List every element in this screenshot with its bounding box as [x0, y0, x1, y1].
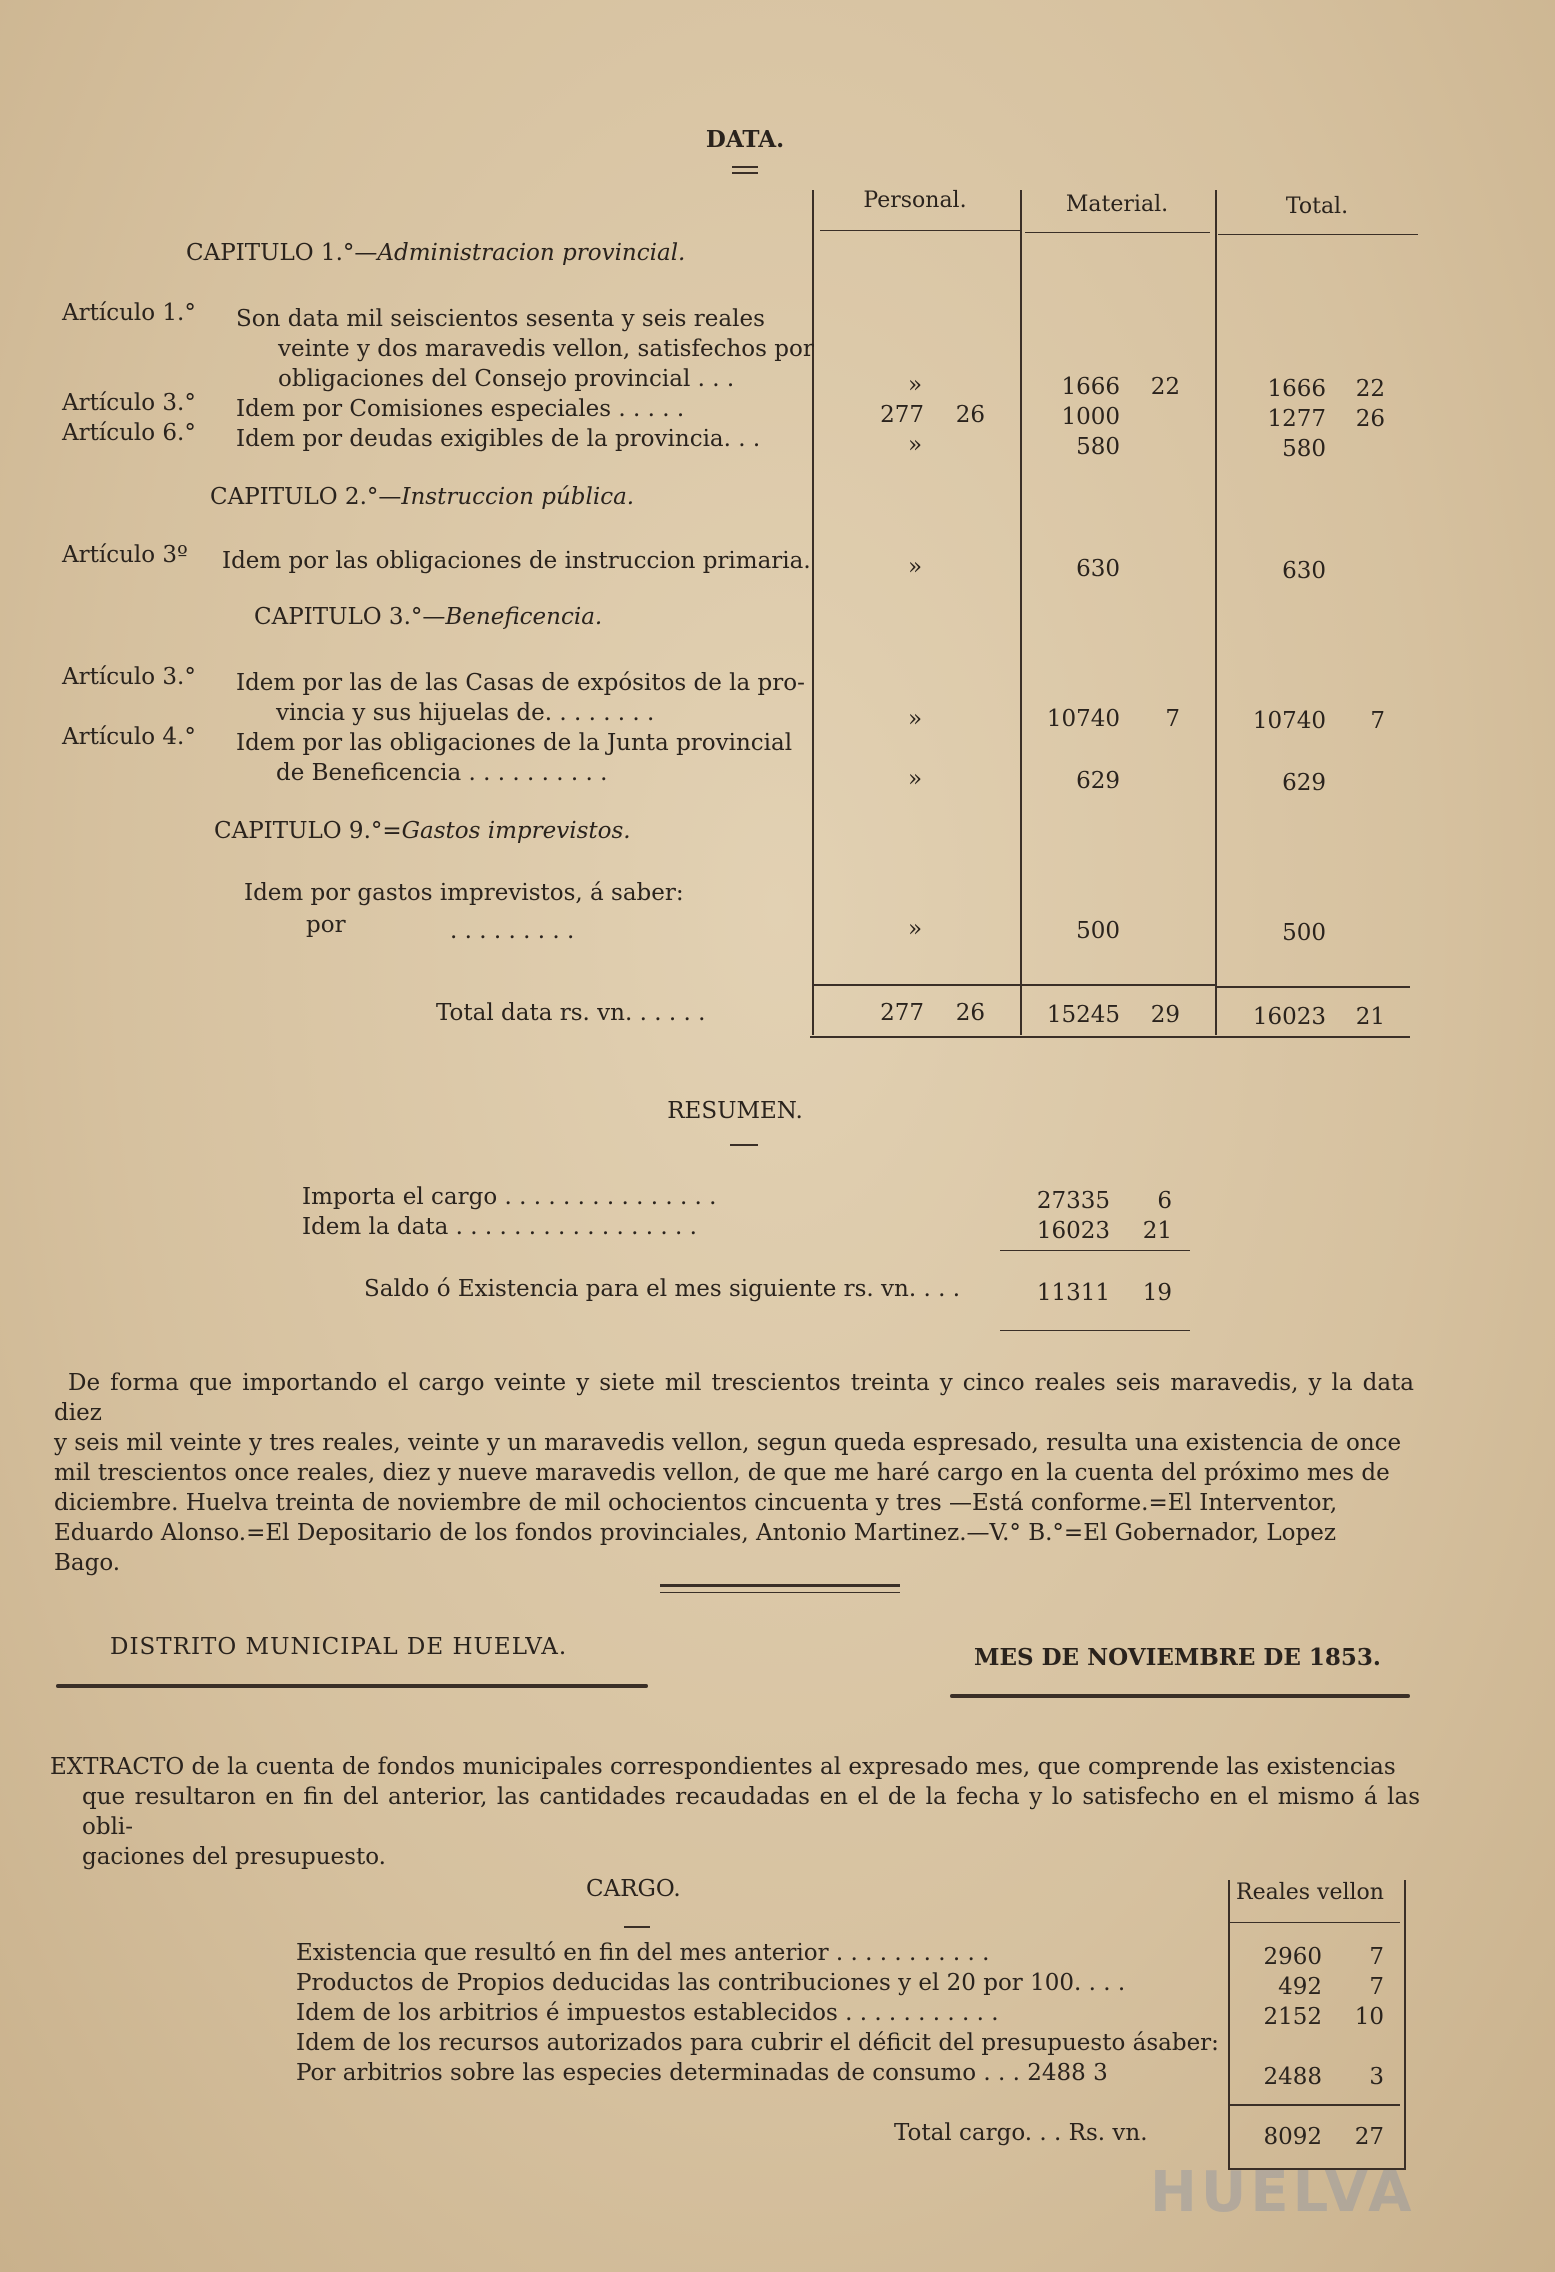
total-material-cents: 29 — [1150, 1002, 1180, 1028]
resumen-cargo-value: 27335 — [1036, 1188, 1110, 1214]
material-value: 500 — [1076, 918, 1120, 944]
material-value: 10740 — [1046, 706, 1120, 732]
cargo-row-cents: 7 — [1369, 1944, 1384, 1970]
personal-value: 277 — [880, 402, 924, 428]
title-rule — [732, 166, 758, 168]
article-text-line: Idem por las obligaciones de instruccion primaria. — [222, 548, 811, 574]
article-label: Artículo 4.° — [62, 724, 196, 750]
total-value: 580 — [1282, 436, 1326, 462]
resumen-sum-rule — [1000, 1250, 1190, 1251]
chapter-3-prefix: CAPITULO 3.°— — [254, 604, 446, 630]
article-label: Artículo 1.° — [62, 300, 196, 326]
material-value: 1666 — [1061, 374, 1120, 400]
total-value: 10740 — [1252, 708, 1326, 734]
header-personal: Personal. — [863, 188, 967, 213]
month-rule — [950, 1694, 1410, 1698]
extract-line: que resultaron en fin del anterior, las cantidades recaudadas en el de la fecha y lo satisfecho en el mismo á las obli- — [82, 1784, 1420, 1840]
total-value: 629 — [1282, 770, 1326, 796]
cargo-row-text: Por arbitrios sobre las especies determinadas de consumo . . . 2488 3 — [296, 2060, 1108, 2086]
article-text-line: veinte y dos maravedis vellon, satisfechos por — [278, 336, 814, 362]
chapter-1-heading — [186, 240, 685, 266]
archive-watermark: HUELVA — [1150, 2160, 1416, 2225]
extract-paragraph — [50, 1752, 1420, 1872]
bottom-rule — [810, 1036, 1410, 1038]
chapter-2-prefix: CAPITULO 2.°— — [210, 484, 402, 510]
resumen-data-value: 16023 — [1036, 1218, 1110, 1244]
chapter-1-prefix: CAPITULO 1.°— — [186, 240, 378, 266]
paragraph-line: y seis mil veinte y tres reales, veinte y un maravedis vellon, segun queda espresado, resulta una existencia de once — [54, 1430, 1402, 1456]
cargo-row-text: Idem de los arbitrios é impuestos establecidos . . . . . . . . . . . — [296, 2000, 999, 2026]
header-rule-material — [1025, 232, 1210, 233]
article-label: Artículo 3.° — [62, 390, 196, 416]
total-total: 16023 — [1252, 1004, 1326, 1030]
cargo-total-cents: 27 — [1354, 2124, 1384, 2150]
chapter-1-name: Administracion provincial. — [377, 240, 686, 266]
article-label: Artículo 3.° — [62, 664, 196, 690]
cargo-row-text: Existencia que resultó en fin del mes anterior . . . . . . . . . . . — [296, 1940, 990, 1966]
section-separator-thin — [660, 1592, 900, 1593]
total-data-label: Total data rs. vn. . . . . . — [436, 1000, 706, 1026]
article-text-line: Idem por las obligaciones de la Junta provincial — [236, 730, 793, 756]
personal-value: » — [907, 554, 923, 580]
chapter-2-name: Instruccion pública. — [401, 484, 635, 510]
cargo-total-rule — [1230, 2104, 1400, 2106]
leader-dots: . . . . . . . . . — [450, 918, 575, 944]
total-personal: 277 — [880, 1000, 924, 1026]
cargo-row-text: Productos de Propios deducidas las contribuciones y el 20 por 100. . . . — [296, 1970, 1126, 1996]
article-label: Artículo 3º — [62, 542, 188, 568]
chapter-3-name: Beneficencia. — [445, 604, 603, 630]
cargo-title-rule — [624, 1926, 650, 1928]
cargo-title: CARGO. — [586, 1876, 681, 1902]
total-value: 500 — [1282, 920, 1326, 946]
cargo-col-line-right — [1404, 1880, 1406, 2170]
paragraph-line: Eduardo Alonso.=El Depositario de los fondos provinciales, Antonio Martinez.—V.° B.°=El Gobernador, Lopez — [54, 1520, 1336, 1546]
header-material: Material. — [1065, 192, 1169, 217]
total-value: 1666 — [1267, 376, 1326, 402]
chapter-9-name: Gastos imprevistos. — [401, 818, 631, 844]
personal-value: » — [907, 916, 923, 942]
total-rule-material — [1020, 984, 1215, 986]
paragraph-line: De forma que importando el cargo veinte y siete mil trescientos treinta y cinco reales seis maravedis, y la data diez — [54, 1370, 1414, 1426]
resumen-saldo-label: Saldo ó Existencia para el mes siguiente rs. vn. . . . — [364, 1276, 961, 1302]
chapter-3-heading — [254, 604, 602, 630]
month-heading: MES DE NOVIEMBRE DE 1853. — [974, 1644, 1381, 1671]
header-total: Total. — [1285, 194, 1349, 219]
article-text-line: por — [306, 912, 346, 938]
resumen-title: RESUMEN. — [667, 1098, 803, 1124]
resumen-cargo-label: Importa el cargo . . . . . . . . . . . . . . . — [302, 1184, 717, 1210]
title-rule-2 — [732, 172, 758, 174]
personal-value: » — [907, 706, 923, 732]
paragraph-line: mil trescientos once reales, diez y nueve maravedis vellon, de que me haré cargo en la cuenta del próximo mes de — [54, 1460, 1390, 1486]
total-value: 630 — [1282, 558, 1326, 584]
material-value: 630 — [1076, 556, 1120, 582]
article-text-line: Idem por Comisiones especiales . . . . . — [236, 396, 685, 422]
personal-value: » — [907, 432, 923, 458]
chapter-2-heading — [210, 484, 634, 510]
reales-header-rule — [1230, 1922, 1400, 1923]
material-cents: 7 — [1165, 706, 1180, 732]
col-line-3 — [1215, 190, 1217, 1035]
article-text-line: de Beneficencia . . . . . . . . . . — [276, 760, 608, 786]
total-cents: 26 — [1355, 406, 1385, 432]
total-personal-cents: 26 — [955, 1000, 985, 1026]
resumen-rule — [730, 1144, 758, 1146]
article-text-line: Idem por las de las Casas de expósitos de la pro- — [236, 670, 805, 696]
personal-value: » — [907, 766, 923, 792]
cargo-row-text: Idem de los recursos autorizados para cubrir el déficit del presupuesto ásaber: — [296, 2030, 1219, 2056]
reales-vellon-header: Reales vellon — [1236, 1880, 1384, 1905]
col-line-2 — [1020, 190, 1022, 1035]
resumen-saldo-cents: 19 — [1142, 1280, 1172, 1306]
total-rule-total — [1215, 986, 1410, 988]
chapter-9-prefix: CAPITULO 9.°= — [214, 818, 402, 844]
cargo-row-value: 2960 — [1263, 1944, 1322, 1970]
cargo-col-line-left — [1228, 1880, 1230, 2170]
material-cents: 22 — [1150, 374, 1180, 400]
closing-paragraph — [54, 1368, 1414, 1578]
paragraph-line: diciembre. Huelva treinta de noviembre de mil ochocientos cincuenta y tres —Está conforme.=El Interventor, — [54, 1490, 1338, 1516]
cargo-total-label: Total cargo. . . Rs. vn. — [894, 2120, 1148, 2146]
district-rule — [56, 1684, 648, 1688]
cargo-total-value: 8092 — [1263, 2124, 1322, 2150]
article-text-line: vincia y sus hijuelas de. . . . . . . . — [276, 700, 655, 726]
article-text-line: Idem por deudas exigibles de la provincia. . . — [236, 426, 761, 452]
total-cents: 22 — [1355, 376, 1385, 402]
resumen-data-label: Idem la data . . . . . . . . . . . . . . . . . — [302, 1214, 697, 1240]
header-rule-personal — [820, 230, 1020, 231]
cargo-row-cents: 7 — [1369, 1974, 1384, 2000]
cargo-row-value: 492 — [1278, 1974, 1322, 2000]
resumen-saldo-rule — [1000, 1330, 1190, 1331]
data-title: DATA. — [705, 126, 785, 153]
district-heading: DISTRITO MUNICIPAL DE HUELVA. — [110, 1634, 568, 1660]
material-value: 580 — [1076, 434, 1120, 460]
material-value: 629 — [1076, 768, 1120, 794]
total-value: 1277 — [1267, 406, 1326, 432]
personal-value: » — [907, 372, 923, 398]
total-total-cents: 21 — [1355, 1004, 1385, 1030]
article-text-line: obligaciones del Consejo provincial . . . — [278, 366, 735, 392]
total-cents: 7 — [1370, 708, 1385, 734]
cargo-row-value: 2488 — [1263, 2064, 1322, 2090]
cargo-row-cents: 10 — [1354, 2004, 1384, 2030]
total-material: 15245 — [1046, 1002, 1120, 1028]
header-rule-total — [1218, 234, 1418, 235]
extract-line: EXTRACTO de la cuenta de fondos municipales correspondientes al expresado mes, que comprende las existencias — [50, 1754, 1396, 1780]
section-separator — [660, 1584, 900, 1587]
article-text-line: Idem por gastos imprevistos, á saber: — [244, 880, 684, 906]
material-value: 1000 — [1061, 404, 1120, 430]
resumen-cargo-cents: 6 — [1157, 1188, 1172, 1214]
total-rule-personal — [812, 984, 1020, 986]
resumen-data-cents: 21 — [1142, 1218, 1172, 1244]
col-line-1 — [812, 190, 814, 1035]
personal-cents: 26 — [955, 402, 985, 428]
resumen-saldo-value: 11311 — [1036, 1280, 1110, 1306]
extract-line: gaciones del presupuesto. — [82, 1844, 386, 1870]
paragraph-line: Bago. — [54, 1550, 121, 1576]
article-label: Artículo 6.° — [62, 420, 196, 446]
chapter-9-heading — [214, 818, 631, 844]
cargo-row-value: 2152 — [1263, 2004, 1322, 2030]
article-text-line: Son data mil seiscientos sesenta y seis reales — [236, 306, 765, 332]
cargo-row-cents: 3 — [1369, 2064, 1384, 2090]
